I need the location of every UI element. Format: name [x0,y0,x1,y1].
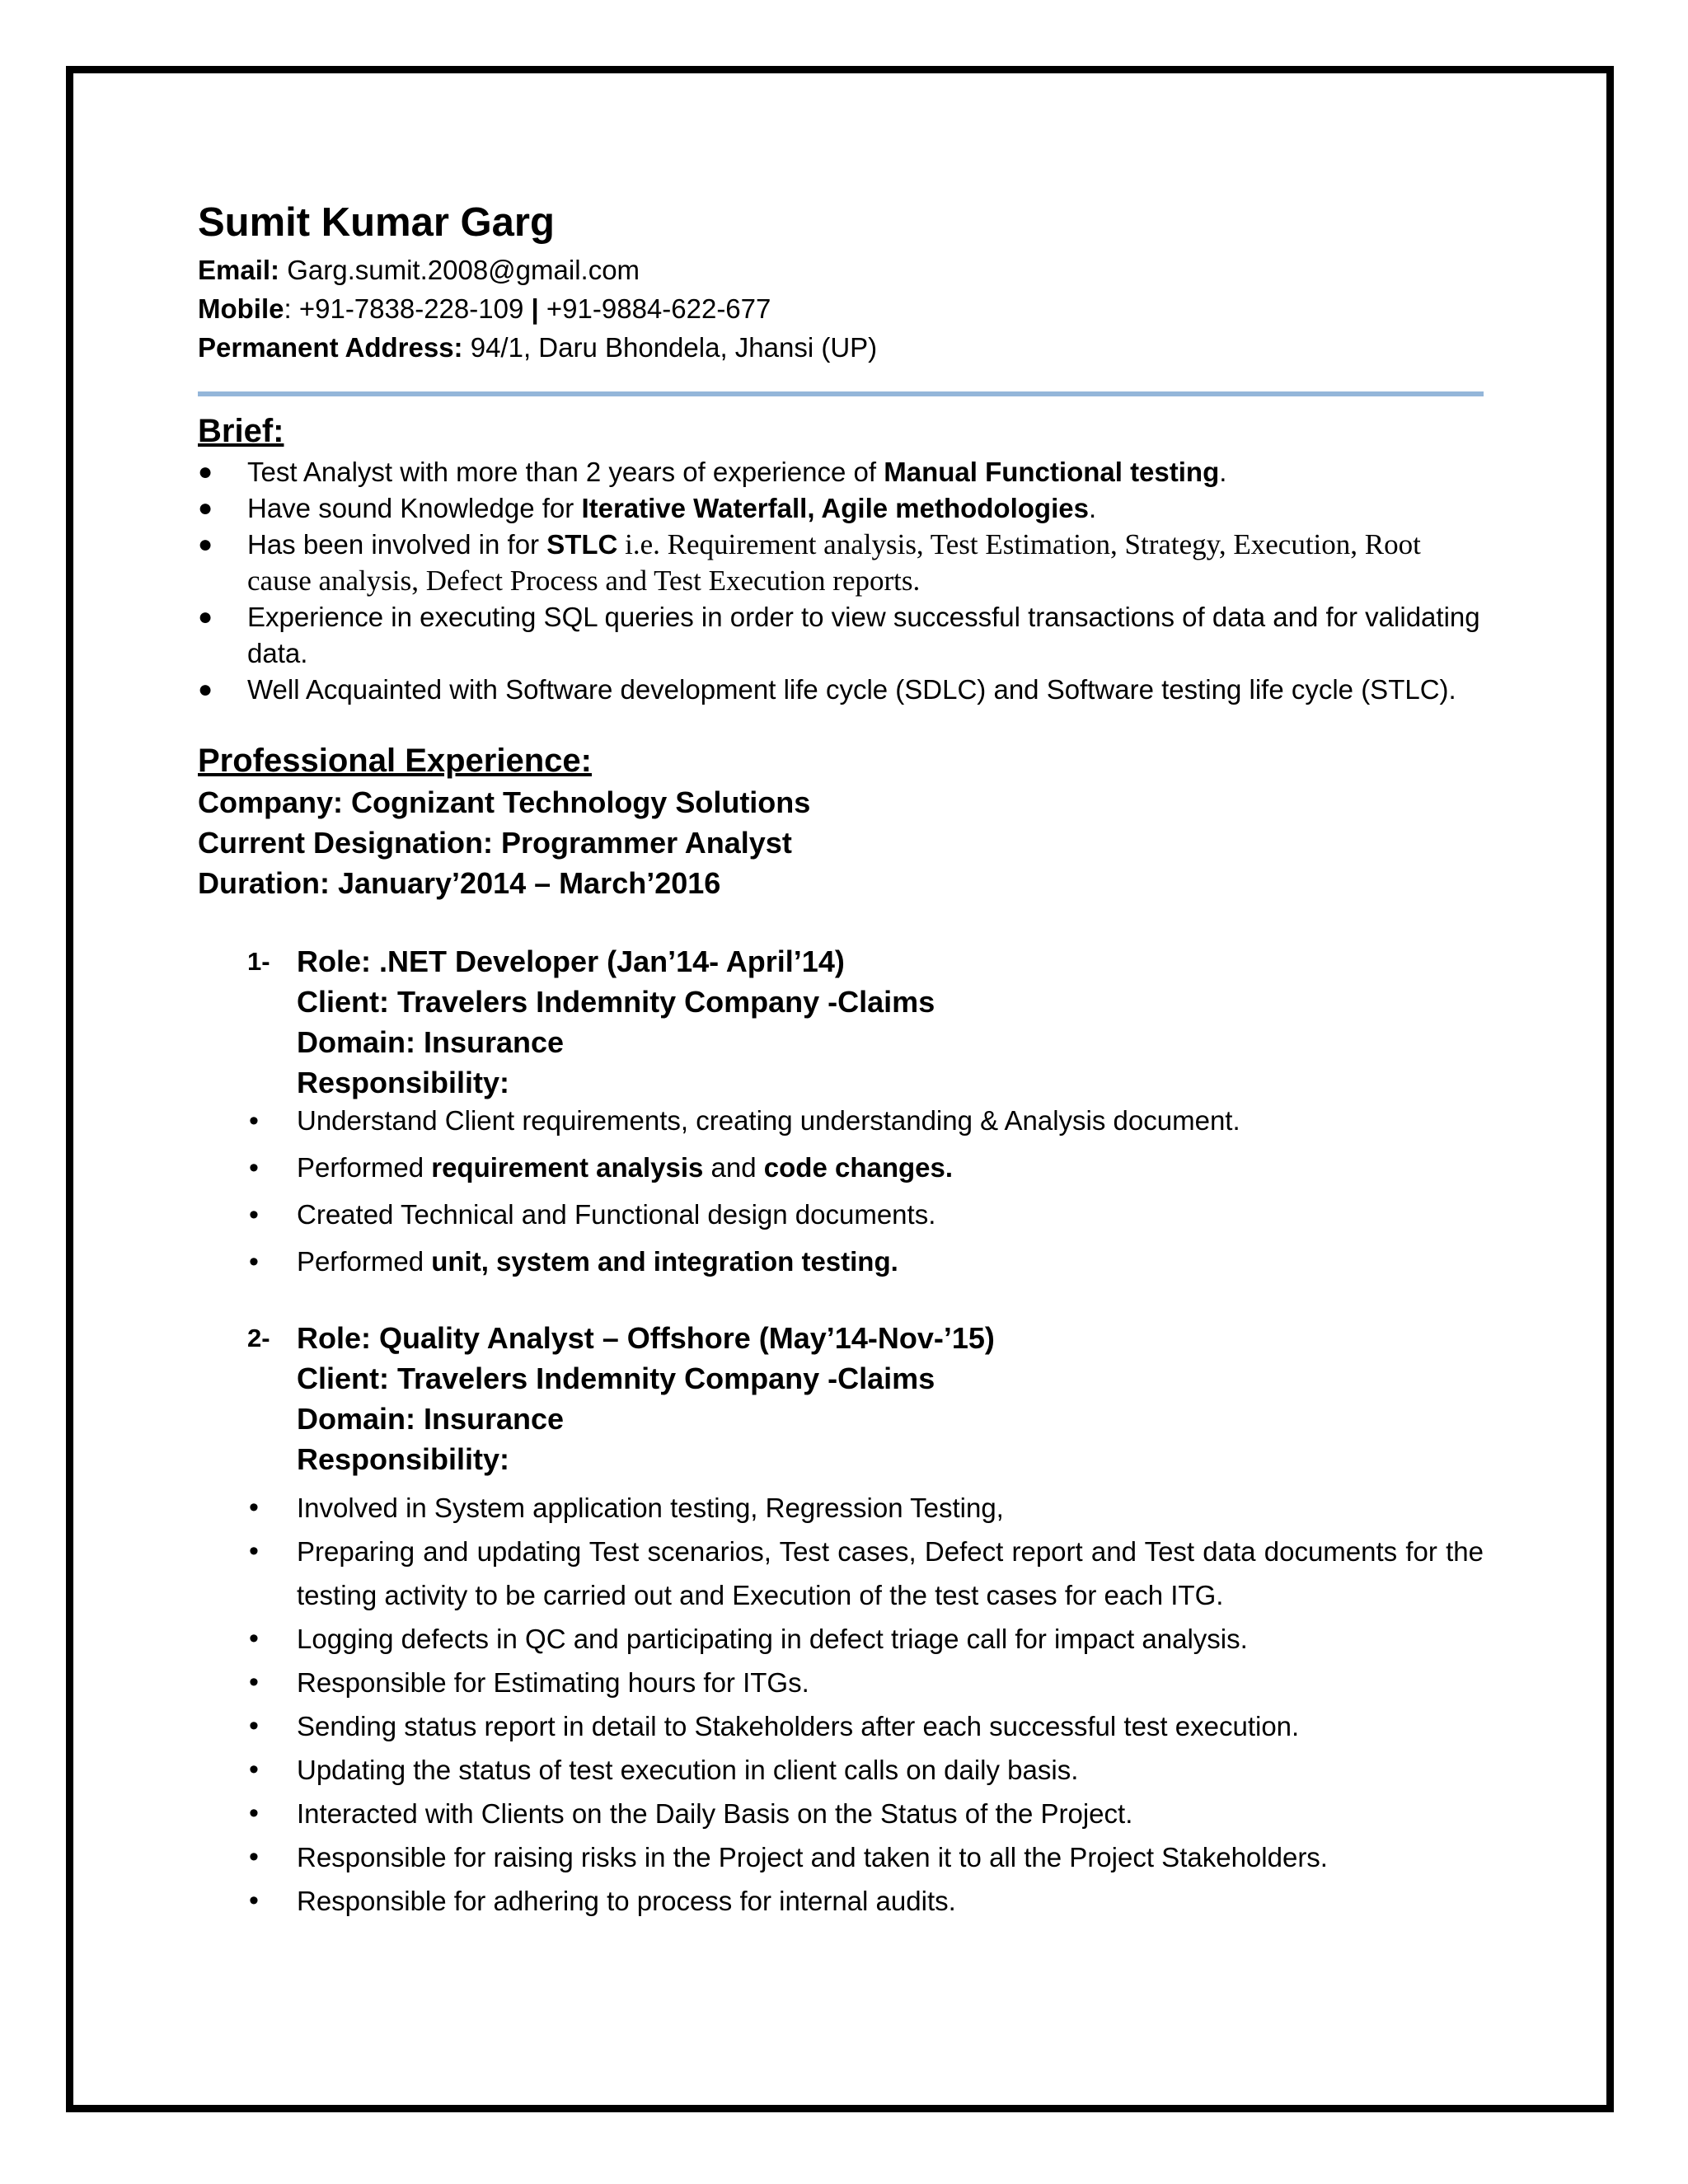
role-number: 1- [247,947,270,976]
brief-item-bold: Iterative Waterfall, Agile methodologies [581,493,1089,523]
list-item [198,1244,1484,1280]
bullet-icon: • [249,1666,259,1698]
list-item [198,1704,1484,1748]
brief-item [198,599,1484,672]
brief-item-text: Test Analyst with more than 2 years of experience of [247,457,884,487]
bullet-icon: ● [198,531,213,558]
brief-item [198,490,1484,527]
email-value: Garg.sumit.2008@gmail.com [287,255,640,285]
list-item [198,1103,1484,1139]
email-line [198,251,1484,289]
list-item [198,1835,1484,1879]
list-item [198,1197,1484,1233]
list-item [198,1661,1484,1704]
bullet-icon: • [249,1492,259,1523]
list-item [198,1879,1484,1923]
mobile-value-1: : +91-7838-228-109 [284,293,524,324]
bullet-icon: • [249,1535,259,1567]
mobile-label: Mobile [198,293,284,324]
list-item-text: Preparing and updating Test scenarios, Test cases, Defect report and Test data documents for the testing activity to be carried out and Execution of the test cases for each ITG. [297,1536,1484,1610]
candidate-name: Sumit Kumar Garg [198,200,555,245]
resume-document [198,198,1484,1923]
role-domain: Domain: Insurance [297,1025,565,1059]
brief-item-bold: STLC [546,529,618,560]
bullet-icon: • [249,1841,259,1872]
brief-item [198,672,1484,708]
role-number: 2- [247,1324,270,1352]
mobile-value-2: +91-9884-622-677 [546,293,771,324]
role-block-2 [198,1318,1484,1923]
list-item [198,1617,1484,1661]
brief-item-text: Have sound Knowledge for [247,493,582,523]
role-text: Role: .NET Developer (Jan’14- April’14) [297,944,845,978]
list-item [198,1150,1484,1186]
list-item [198,1792,1484,1835]
list-item-text: Created Technical and Functional design documents. [297,1199,936,1230]
header-divider [198,391,1484,396]
role-client: Client: Travelers Indemnity Company -Claims [297,1361,935,1395]
brief-item-text: Has been involved in for [247,529,547,560]
role-text: Role: Quality Analyst – Offshore (May’14-Nov-’15) [297,1321,995,1355]
list-item [198,1748,1484,1792]
role-domain: Domain: Insurance [297,1402,565,1436]
list-item-text: Performed [297,1246,432,1277]
email-label: Email: [198,255,280,285]
role-client: Client: Travelers Indemnity Company -Claims [297,985,935,1019]
bullet-icon: ● [198,603,213,630]
bullet-icon: • [249,1246,259,1277]
bullet-icon: ● [198,494,213,522]
list-item-bold: unit, system and integration testing. [431,1246,898,1277]
brief-list [198,454,1484,708]
mobile-line [198,289,1484,328]
address-label: Permanent Address: [198,332,463,363]
duration-line: Duration: January’2014 – March’2016 [198,866,721,900]
list-item-text: and [703,1152,764,1183]
bullet-icon: ● [198,676,213,703]
role-responsibility-label: Responsibility: [297,1066,510,1099]
responsibility-list [198,1486,1484,1923]
responsibility-list [198,1103,1484,1280]
bullet-icon: • [249,1754,259,1785]
brief-item-text: . [1219,457,1227,487]
bullet-icon: • [249,1710,259,1741]
list-item-text: Logging defects in QC and participating in defect triage call for impact analysis. [297,1624,1248,1654]
list-item [198,1486,1484,1530]
list-item-bold: requirement analysis [431,1152,704,1183]
role-block-1 [198,941,1484,1280]
list-item-bold: code changes. [763,1152,954,1183]
bullet-icon: • [249,1797,259,1829]
list-item-text: Performed [297,1152,432,1183]
bullet-icon: ● [198,458,213,485]
list-item-text: Interacted with Clients on the Daily Basis on the Status of the Project. [297,1798,1133,1829]
designation-line: Current Designation: Programmer Analyst [198,826,792,860]
list-item-text: Updating the status of test execution in client calls on daily basis. [297,1755,1079,1785]
list-item-text: Understand Client requirements, creating understanding & Analysis document. [297,1105,1240,1136]
bullet-icon: • [249,1199,259,1230]
role-title [198,941,1484,982]
brief-item [198,527,1484,599]
bullet-icon: • [249,1105,259,1137]
brief-item-text: Experience in executing SQL queries in order to view successful transactions of data and for validating data. [247,602,1480,668]
brief-item-text: . [1088,493,1097,523]
bullet-icon: • [249,1152,259,1183]
bullet-icon: • [249,1885,259,1916]
brief-item-bold: Manual Functional testing [884,457,1220,487]
brief-item-text: i.e. Requirement analysis, Test Estimation, Strategy, Execution, Root cause analysis, Defect Process and Test Execution reports. [247,528,1421,597]
list-item-text: Involved in System application testing, Regression Testing, [297,1493,1004,1523]
brief-item [198,454,1484,490]
company-line: Company: Cognizant Technology Solutions [198,785,811,819]
brief-item-text: Well Acquainted with Software development life cycle (SDLC) and Software testing life cycle (STLC). [247,674,1456,705]
address-value: 94/1, Daru Bhondela, Jhansi (UP) [470,332,878,363]
list-item-text: Responsible for Estimating hours for ITGs. [297,1667,809,1698]
bullet-icon: • [249,1623,259,1654]
mobile-separator: | [531,293,539,324]
list-item-text: Responsible for raising risks in the Project and taken it to all the Project Stakeholders. [297,1842,1328,1872]
brief-heading: Brief: [198,413,284,449]
experience-heading: Professional Experience: [198,743,592,779]
role-responsibility-label: Responsibility: [297,1442,510,1476]
address-line [198,328,1484,367]
list-item [198,1530,1484,1617]
list-item-text: Sending status report in detail to Stakeholders after each successful test execution. [297,1711,1300,1741]
role-title [198,1318,1484,1358]
list-item-text: Responsible for adhering to process for internal audits. [297,1886,956,1916]
